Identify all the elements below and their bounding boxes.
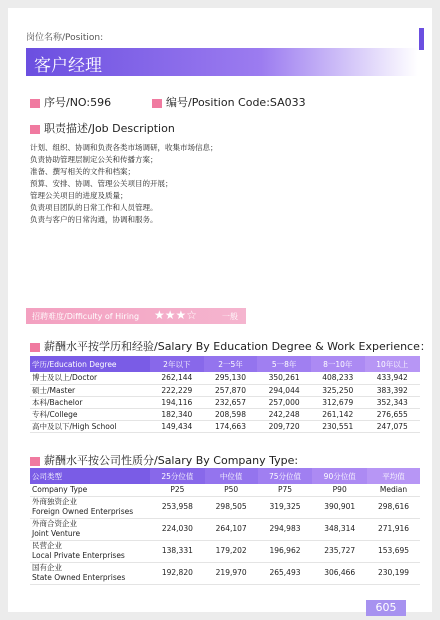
column-header: 2年以下 (150, 356, 204, 372)
table-cell: 高中及以下/High School (30, 420, 150, 432)
table-cell: 433,942 (365, 372, 420, 384)
bullet-icon (30, 125, 40, 134)
table-cell: 149,434 (150, 420, 204, 432)
table-cell: 261,142 (311, 408, 365, 420)
company-type-cn: 外商独资企业 (32, 497, 77, 506)
bullet-icon (30, 457, 40, 466)
table-cell: 232,657 (204, 396, 258, 408)
table-cell: 306,466 (312, 562, 367, 584)
column-header: 中位值 (205, 468, 258, 484)
company-type-en: State Owned Enterprises (32, 573, 126, 582)
company-heading-text: 薪酬水平按公司性质分/Salary By Company Type: (44, 454, 299, 467)
table-cell: 350,261 (257, 372, 311, 384)
table-row (30, 496, 420, 518)
table-row (30, 518, 420, 540)
page-title: 客户经理 (34, 56, 102, 76)
bullet-icon (152, 99, 162, 108)
table-cell: 209,720 (257, 420, 311, 432)
table-cell: 352,343 (365, 396, 420, 408)
table-cell: Company Type (30, 484, 150, 496)
duty-item: 预算、安排、协调、管理公关项目的开展； (30, 179, 173, 188)
job-heading-text: 职责描述/Job Description (44, 122, 175, 135)
table-cell: 230,199 (367, 562, 420, 584)
edu-heading (30, 338, 431, 354)
duty-item: 负责项目团队的日常工作和人员管理。 (30, 203, 158, 212)
table-cell (30, 562, 150, 584)
company-type-cn: 外商合资企业 (32, 519, 77, 528)
table-cell: 182,340 (150, 408, 204, 420)
table-cell: P50 (205, 484, 258, 496)
duty-item: 负责与客户的日常沟通，协调和服务。 (30, 215, 158, 224)
table-cell: P90 (312, 484, 367, 496)
code-text: 编号/Position Code:SA033 (166, 96, 306, 109)
table-cell: 253,958 (150, 496, 205, 518)
meta-code (152, 94, 306, 110)
table-cell (30, 540, 150, 562)
table-subheader-row (30, 484, 420, 496)
duty-item: 准备、撰写相关的文件和档案； (30, 167, 135, 176)
table-cell: 196,962 (258, 540, 313, 562)
column-header: 75分位值 (258, 468, 313, 484)
table-cell: 硕士/Master (30, 384, 150, 396)
table-cell: 本科/Bachelor (30, 396, 150, 408)
table-header-row (30, 468, 420, 484)
table-cell: 194,116 (150, 396, 204, 408)
table-cell: 294,983 (258, 518, 313, 540)
job-heading (30, 120, 175, 136)
table-cell: 博士及以上/Doctor (30, 372, 150, 384)
table-cell: 298,616 (367, 496, 420, 518)
title-bar (26, 48, 418, 76)
table-cell: 专科/College (30, 408, 150, 420)
corner-accent (419, 28, 424, 50)
table-cell: 383,392 (365, 384, 420, 396)
table-cell: 247,075 (365, 420, 420, 432)
edu-heading-text: 薪酬水平按学历和经验/Salary By Education Degree & Work Experience： (44, 340, 431, 353)
table-cell: 224,030 (150, 518, 205, 540)
number-text: 序号/NO:596 (44, 96, 112, 109)
education-salary-table (30, 356, 420, 433)
column-header: 5一8年 (257, 356, 311, 372)
table-cell: 264,107 (205, 518, 258, 540)
difficulty-level: 一般 (222, 312, 238, 321)
table-cell: 319,325 (258, 496, 313, 518)
company-salary-table (30, 468, 420, 585)
duty-item: 负责协助管理层制定公关和传播方案； (30, 155, 158, 164)
table-row (30, 384, 420, 396)
table-cell: 179,202 (205, 540, 258, 562)
page (8, 8, 432, 612)
table-cell: 208,598 (204, 408, 258, 420)
table-cell: 219,970 (205, 562, 258, 584)
table-cell: 298,505 (205, 496, 258, 518)
meta-number (30, 94, 111, 110)
column-header: 公司类型 (30, 468, 150, 484)
table-cell (30, 518, 150, 540)
table-cell: Median (367, 484, 420, 496)
table-row (30, 562, 420, 584)
table-cell: P75 (258, 484, 313, 496)
table-row (30, 420, 420, 432)
duty-item: 管理公关项目的进度及质量； (30, 191, 128, 200)
table-cell: 262,144 (150, 372, 204, 384)
bullet-icon (30, 99, 40, 108)
company-type-cn: 国有企业 (32, 563, 62, 572)
table-cell: 257,870 (204, 384, 258, 396)
column-header: 8一10年 (311, 356, 365, 372)
table-cell: 257,000 (257, 396, 311, 408)
company-heading (30, 452, 298, 468)
bullet-icon (30, 343, 40, 352)
column-header: 平均值 (367, 468, 420, 484)
duty-item: 计划、组织、协调和负责各类市场调研，收集市场信息； (30, 143, 218, 152)
page-number: 605 (366, 600, 406, 616)
table-cell: 294,044 (257, 384, 311, 396)
table-cell: 312,679 (311, 396, 365, 408)
table-row (30, 408, 420, 420)
position-label: 岗位名称/Position: (26, 33, 104, 43)
table-cell (30, 496, 150, 518)
table-cell: 242,248 (257, 408, 311, 420)
company-type-en: Joint Venture (32, 529, 81, 538)
difficulty-bar (26, 308, 246, 324)
table-cell: 222,229 (150, 384, 204, 396)
table-cell: 192,820 (150, 562, 205, 584)
company-type-en: Local Private Enterprises (32, 551, 125, 560)
company-type-en: Foreign Owned Enterprises (32, 507, 134, 516)
table-cell: 153,695 (367, 540, 420, 562)
table-cell: 325,250 (311, 384, 365, 396)
table-cell: 408,233 (311, 372, 365, 384)
table-row (30, 396, 420, 408)
table-row (30, 372, 420, 384)
table-cell: 265,493 (258, 562, 313, 584)
table-cell: 230,551 (311, 420, 365, 432)
table-cell: 271,916 (367, 518, 420, 540)
table-cell: 174,663 (204, 420, 258, 432)
column-header: 学历/Education Degree (30, 356, 150, 372)
table-cell: 348,314 (312, 518, 367, 540)
column-header: 2一5年 (204, 356, 258, 372)
table-row (30, 540, 420, 562)
column-header: 25分位值 (150, 468, 205, 484)
table-cell: 390,901 (312, 496, 367, 518)
difficulty-label: 招聘难度/Difficulty of Hiring (32, 312, 140, 321)
table-header-row (30, 356, 420, 372)
star-rating-icon: ★★★☆ (154, 308, 198, 322)
table-cell: 295,130 (204, 372, 258, 384)
table-cell: 235,727 (312, 540, 367, 562)
column-header: 90分位值 (312, 468, 367, 484)
column-header: 10年以上 (365, 356, 420, 372)
company-type-cn: 民营企业 (32, 541, 62, 550)
table-cell: 138,331 (150, 540, 205, 562)
table-cell: 276,655 (365, 408, 420, 420)
table-cell: P25 (150, 484, 205, 496)
duties-list (30, 142, 218, 226)
